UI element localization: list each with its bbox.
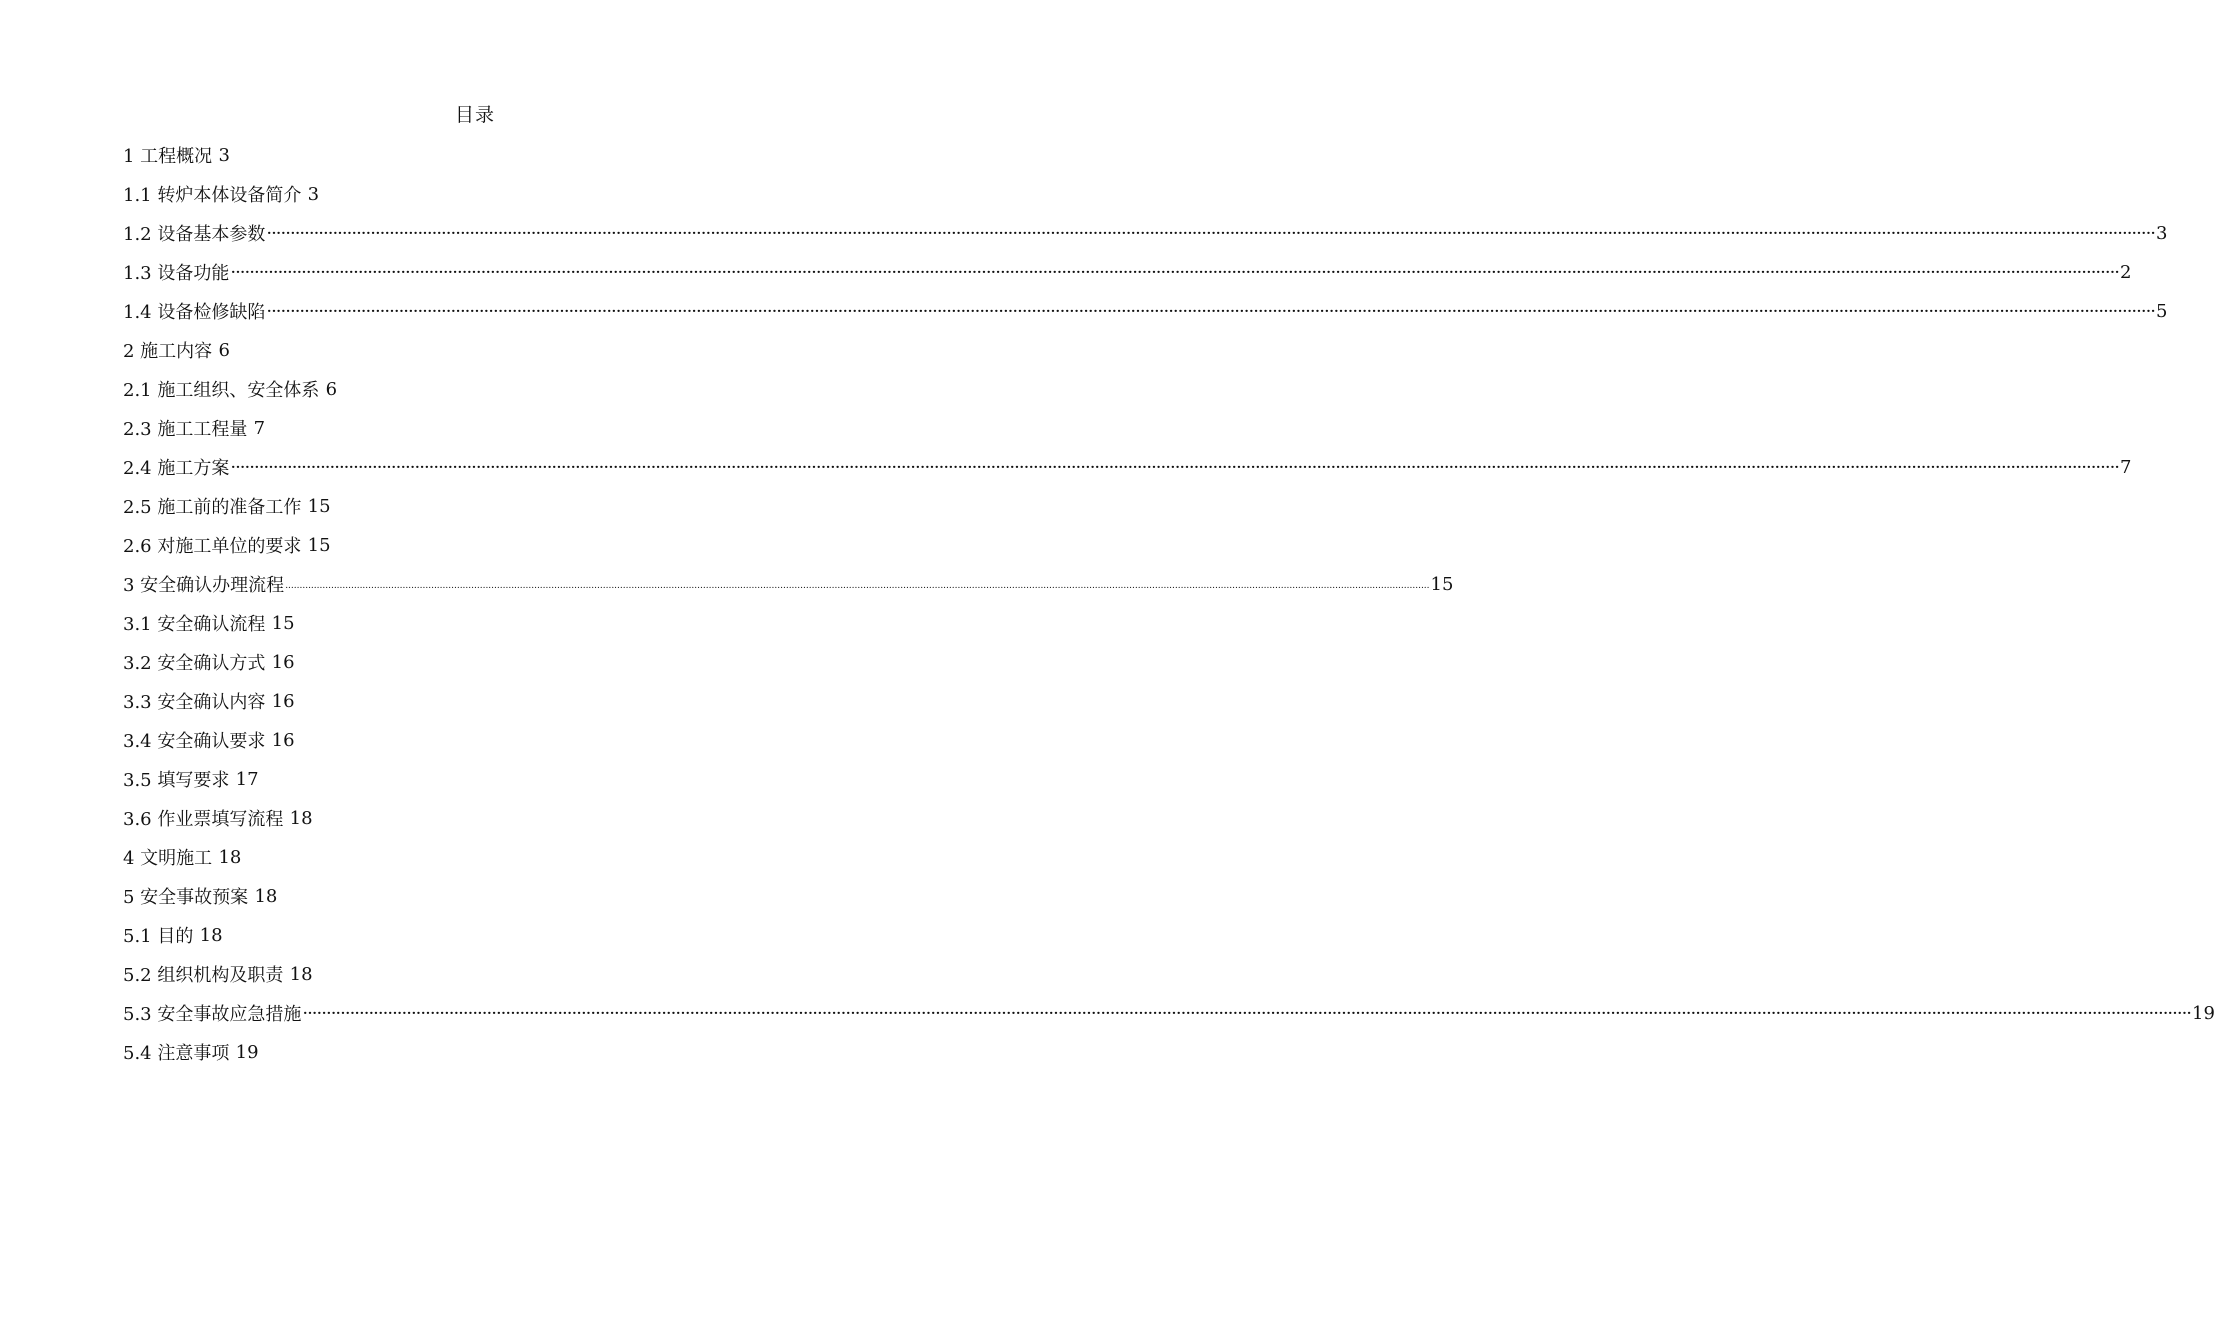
toc-entry-text: 2 施工内容 [123, 341, 213, 362]
toc-dot-leader: ················································································································································································································································································································································································································ [230, 261, 2120, 283]
toc-entry-text: 3.5 填写要求 [123, 770, 230, 791]
toc-dot-leader: ················································································································································································································································································································································································································ [266, 300, 2156, 322]
toc-entry-page-number: 16 [271, 690, 295, 712]
toc-entry-text: 3.3 安全确认内容 [123, 692, 266, 713]
toc-entry-page-number: 3 [218, 144, 230, 166]
toc-entry-page-number: 7 [253, 417, 266, 439]
toc-entry-page-number: 19 [235, 1041, 259, 1063]
toc-entry-page-number: 3 [307, 183, 320, 205]
toc-entry[interactable] [123, 881, 277, 911]
toc-entry-text: 2.3 施工工程量 [123, 419, 248, 440]
toc-entry-text: 1 工程概况 [123, 146, 213, 167]
toc-entry[interactable] [123, 140, 230, 170]
toc-entry-text: 3 安全确认办理流程 [123, 575, 285, 596]
toc-entry[interactable] [123, 920, 223, 950]
toc-entry-text: 2.6 对施工单位的要求 [123, 536, 302, 557]
toc-title: 目录 [454, 104, 495, 126]
toc-entry[interactable] [123, 764, 259, 794]
toc-entry-page-number: 15 [307, 495, 331, 517]
toc-entry[interactable] [123, 374, 337, 404]
toc-entry-text: 5.4 注意事项 [123, 1043, 230, 1064]
toc-entry-page-number: 18 [254, 885, 278, 907]
toc-dot-leader: ················································································································································································································································································································································································································ [230, 456, 2120, 478]
toc-entry-page-number: 16 [271, 651, 295, 673]
toc-entry[interactable] [123, 218, 2168, 248]
toc-dot-leader: ················································································································································································································································································································································································································ [302, 1002, 2192, 1024]
toc-entry-text: 1.1 转炉本体设备简介 [123, 185, 302, 206]
toc-entry[interactable] [123, 296, 2168, 326]
toc-entry[interactable] [123, 842, 241, 872]
toc-entry[interactable] [123, 647, 295, 677]
toc-entry-text: 3.4 安全确认要求 [123, 731, 266, 752]
toc-entry[interactable] [123, 725, 295, 755]
toc-entry-page-number: 18 [289, 807, 313, 829]
toc-entry[interactable] [123, 452, 2132, 482]
toc-entry[interactable] [123, 530, 331, 560]
toc-entry-page-number: 17 [235, 768, 259, 790]
toc-entry-page-number: 2 [2120, 261, 2132, 283]
toc-entry[interactable] [123, 335, 230, 365]
toc-entry[interactable] [123, 686, 295, 716]
toc-entry[interactable] [123, 179, 319, 209]
toc-entry-text: 1.2 设备基本参数 [123, 224, 266, 245]
toc-entry-text: 2.1 施工组织、安全体系 [123, 380, 320, 401]
toc-entry-page-number: 15 [1430, 573, 1454, 595]
toc-entry-text: 3.1 安全确认流程 [123, 614, 266, 635]
toc-dot-leader: ................................................................................................................................................................................................................................................................................................................................................................................................................ [285, 581, 1430, 591]
toc-dot-leader: ················································································································································································································································································································································································································ [266, 222, 2156, 244]
toc-entry-text: 2.4 施工方案 [123, 458, 230, 479]
toc-entry[interactable] [123, 959, 313, 989]
toc-entry-page-number: 6 [218, 339, 230, 361]
toc-entry[interactable] [123, 608, 295, 638]
toc-entry[interactable] [123, 803, 313, 833]
toc-entry-page-number: 5 [2156, 300, 2168, 322]
toc-entry-page-number: 7 [2120, 456, 2132, 478]
toc-entry-page-number: 6 [325, 378, 338, 400]
toc-entry-text: 1.3 设备功能 [123, 263, 230, 284]
toc-entry-text: 3.6 作业票填写流程 [123, 809, 284, 830]
toc-entry-page-number: 18 [289, 963, 313, 985]
toc-entry-text: 2.5 施工前的准备工作 [123, 497, 302, 518]
toc-entry[interactable] [123, 413, 265, 443]
toc-entry-page-number: 3 [2156, 222, 2168, 244]
toc-entry-page-number: 16 [271, 729, 295, 751]
toc-entry[interactable] [123, 998, 2215, 1028]
toc-entry-text: 4 文明施工 [123, 848, 213, 869]
toc-entry-text: 5.3 安全事故应急措施 [123, 1004, 302, 1025]
toc-entry-page-number: 15 [271, 612, 295, 634]
toc-entry-page-number: 15 [307, 534, 331, 556]
toc-entry[interactable] [123, 491, 331, 521]
toc-entry-text: 5 安全事故预案 [123, 887, 249, 908]
toc-entry-text: 5.1 目的 [123, 926, 194, 947]
toc-entry[interactable] [123, 257, 2132, 287]
toc-entry[interactable] [123, 569, 1454, 599]
toc-entry-text: 5.2 组织机构及职责 [123, 965, 284, 986]
toc-entry-page-number: 19 [2192, 1002, 2215, 1024]
toc-entry-text: 1.4 设备检修缺陷 [123, 302, 266, 323]
toc-entry[interactable] [123, 1037, 259, 1067]
toc-entry-text: 3.2 安全确认方式 [123, 653, 266, 674]
toc-entry-page-number: 18 [218, 846, 242, 868]
toc-entry-page-number: 18 [199, 924, 223, 946]
